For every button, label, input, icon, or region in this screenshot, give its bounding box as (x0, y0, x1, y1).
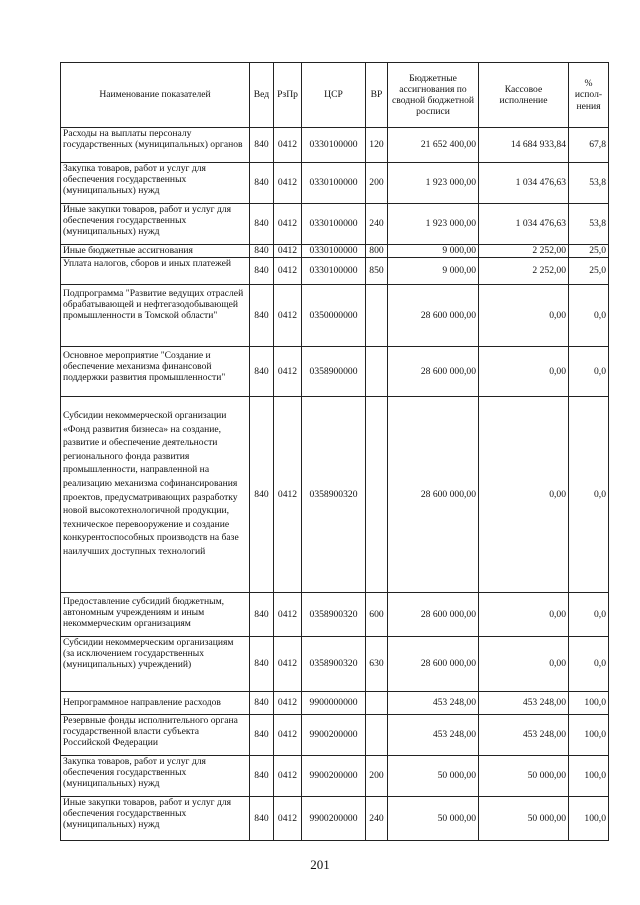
row-csr: 9900200000 (302, 715, 366, 756)
row-ved: 840 (250, 204, 274, 245)
row-ved: 840 (250, 163, 274, 204)
row-ved: 840 (250, 692, 274, 715)
table-row (61, 128, 609, 163)
row-name: Расходы на выплаты персоналу государственных (муниципальных) органов (61, 128, 250, 163)
row-ved: 840 (250, 797, 274, 841)
row-budget: 1 923 000,00 (388, 204, 479, 245)
row-cash: 453 248,00 (479, 692, 569, 715)
row-cash: 1 034 476,63 (479, 204, 569, 245)
row-ved: 840 (250, 715, 274, 756)
row-ved: 840 (250, 637, 274, 692)
row-cash: 0,00 (479, 397, 569, 593)
row-budget: 28 600 000,00 (388, 347, 479, 397)
row-csr: 0358900320 (302, 637, 366, 692)
row-rzpr: 0412 (274, 692, 302, 715)
row-csr: 9900200000 (302, 797, 366, 841)
header-ved: Вед (250, 63, 274, 128)
row-csr: 0350000000 (302, 285, 366, 347)
row-csr: 9900000000 (302, 692, 366, 715)
row-ved: 840 (250, 347, 274, 397)
row-vr: 630 (366, 637, 388, 692)
row-budget: 28 600 000,00 (388, 285, 479, 347)
row-rzpr: 0412 (274, 258, 302, 285)
row-vr: 600 (366, 593, 388, 637)
row-rzpr: 0412 (274, 715, 302, 756)
row-rzpr: 0412 (274, 347, 302, 397)
row-name: Закупка товаров, работ и услуг для обеспечения государственных (муниципальных) нужд (61, 756, 250, 797)
row-rzpr: 0412 (274, 756, 302, 797)
row-name: Основное мероприятие "Создание и обеспечение механизма финансовой поддержки развития промышленности" (61, 347, 250, 397)
row-percent: 0,0 (569, 637, 609, 692)
table-row (61, 347, 609, 397)
budget-table (60, 62, 609, 841)
row-cash: 1 034 476,63 (479, 163, 569, 204)
row-cash: 14 684 933,84 (479, 128, 569, 163)
row-budget: 28 600 000,00 (388, 637, 479, 692)
row-ved: 840 (250, 593, 274, 637)
row-csr: 0330100000 (302, 258, 366, 285)
table-row (61, 204, 609, 245)
header-name: Наименование показателей (61, 63, 250, 128)
row-vr (366, 397, 388, 593)
row-name: Резервные фонды исполнительного органа государственной власти субъекта Российской Федерации (61, 715, 250, 756)
header-percent: % испол-нения (569, 63, 609, 128)
row-vr (366, 285, 388, 347)
row-percent: 100,0 (569, 715, 609, 756)
row-cash: 50 000,00 (479, 756, 569, 797)
row-budget: 9 000,00 (388, 258, 479, 285)
row-cash: 0,00 (479, 593, 569, 637)
table-row (61, 397, 609, 593)
table-row (61, 285, 609, 347)
table-row (61, 163, 609, 204)
table-row (61, 692, 609, 715)
row-percent: 25,0 (569, 245, 609, 258)
row-percent: 100,0 (569, 692, 609, 715)
row-rzpr: 0412 (274, 245, 302, 258)
row-cash: 0,00 (479, 285, 569, 347)
row-name: Субсидии некоммерческим организациям (за исключением государственных (муниципальных) учреждений) (61, 637, 250, 692)
row-csr: 0358900320 (302, 397, 366, 593)
row-ved: 840 (250, 128, 274, 163)
row-name: Подпрограмма "Развитие ведущих отраслей обрабатывающей и нефтегазодобывающей промышленности в Томской области" (61, 285, 250, 347)
row-rzpr: 0412 (274, 204, 302, 245)
row-cash: 2 252,00 (479, 258, 569, 285)
row-rzpr: 0412 (274, 285, 302, 347)
row-cash: 0,00 (479, 347, 569, 397)
row-csr: 0330100000 (302, 245, 366, 258)
row-rzpr: 0412 (274, 797, 302, 841)
row-percent: 0,0 (569, 347, 609, 397)
row-percent: 53,8 (569, 204, 609, 245)
row-vr: 200 (366, 756, 388, 797)
row-budget: 9 000,00 (388, 245, 479, 258)
row-cash: 0,00 (479, 637, 569, 692)
row-rzpr: 0412 (274, 397, 302, 593)
row-cash: 2 252,00 (479, 245, 569, 258)
row-percent: 0,0 (569, 285, 609, 347)
table-row (61, 593, 609, 637)
row-name: Закупка товаров, работ и услуг для обеспечения государственных (муниципальных) нужд (61, 163, 250, 204)
row-budget: 50 000,00 (388, 797, 479, 841)
row-name: Субсидии некоммерческой организации «Фонд развития бизнеса» на создание, развитие и обеспечение деятельности регионального фонда развития промышленности, направленной на реализацию механизма софинансирования проектов, предусматривающих разработку новой высокотехнологичной продукции, техническое перевооружение и создание конкурентоспособных производств на базе наилучших доступных технологий (61, 397, 250, 593)
row-ved: 840 (250, 285, 274, 347)
table-row (61, 258, 609, 285)
row-budget: 28 600 000,00 (388, 593, 479, 637)
row-rzpr: 0412 (274, 128, 302, 163)
row-vr (366, 715, 388, 756)
row-name: Иные закупки товаров, работ и услуг для обеспечения государственных (муниципальных) нужд (61, 204, 250, 245)
row-rzpr: 0412 (274, 593, 302, 637)
row-vr (366, 692, 388, 715)
header-rzpr: РзПр (274, 63, 302, 128)
row-csr: 0330100000 (302, 128, 366, 163)
row-ved: 840 (250, 245, 274, 258)
table-row (61, 797, 609, 841)
row-percent: 53,8 (569, 163, 609, 204)
table-row (61, 715, 609, 756)
row-rzpr: 0412 (274, 163, 302, 204)
row-budget: 1 923 000,00 (388, 163, 479, 204)
row-vr: 240 (366, 797, 388, 841)
row-vr: 200 (366, 163, 388, 204)
row-vr: 800 (366, 245, 388, 258)
row-budget: 453 248,00 (388, 715, 479, 756)
row-name: Иные закупки товаров, работ и услуг для обеспечения государственных (муниципальных) нужд (61, 797, 250, 841)
row-budget: 28 600 000,00 (388, 397, 479, 593)
row-vr: 240 (366, 204, 388, 245)
row-name: Уплата налогов, сборов и иных платежей (61, 258, 250, 285)
row-ved: 840 (250, 397, 274, 593)
row-budget: 21 652 400,00 (388, 128, 479, 163)
row-name: Непрограммное направление расходов (61, 692, 250, 715)
table-row (61, 245, 609, 258)
row-budget: 453 248,00 (388, 692, 479, 715)
page-number: 201 (310, 857, 330, 872)
table-row (61, 756, 609, 797)
row-rzpr: 0412 (274, 637, 302, 692)
row-csr: 0330100000 (302, 204, 366, 245)
header-vr: ВР (366, 63, 388, 128)
row-csr: 0358900000 (302, 347, 366, 397)
row-budget: 50 000,00 (388, 756, 479, 797)
table-header-row (61, 63, 609, 128)
row-percent: 25,0 (569, 258, 609, 285)
row-percent: 100,0 (569, 797, 609, 841)
row-percent: 0,0 (569, 397, 609, 593)
row-csr: 0358900320 (302, 593, 366, 637)
row-csr: 9900200000 (302, 756, 366, 797)
row-name: Иные бюджетные ассигнования (61, 245, 250, 258)
header-cash: Кассовое исполнение (479, 63, 569, 128)
row-ved: 840 (250, 258, 274, 285)
row-cash: 453 248,00 (479, 715, 569, 756)
table-row (61, 637, 609, 692)
row-vr: 120 (366, 128, 388, 163)
row-percent: 0,0 (569, 593, 609, 637)
row-csr: 0330100000 (302, 163, 366, 204)
row-vr (366, 347, 388, 397)
header-budget: Бюджетные ассигнования по сводной бюджетной росписи (388, 63, 479, 128)
header-csr: ЦСР (302, 63, 366, 128)
row-percent: 100,0 (569, 756, 609, 797)
row-ved: 840 (250, 756, 274, 797)
row-vr: 850 (366, 258, 388, 285)
row-name: Предоставление субсидий бюджетным, автономным учреждениям и иным некоммерческим организациям (61, 593, 250, 637)
row-cash: 50 000,00 (479, 797, 569, 841)
row-percent: 67,8 (569, 128, 609, 163)
